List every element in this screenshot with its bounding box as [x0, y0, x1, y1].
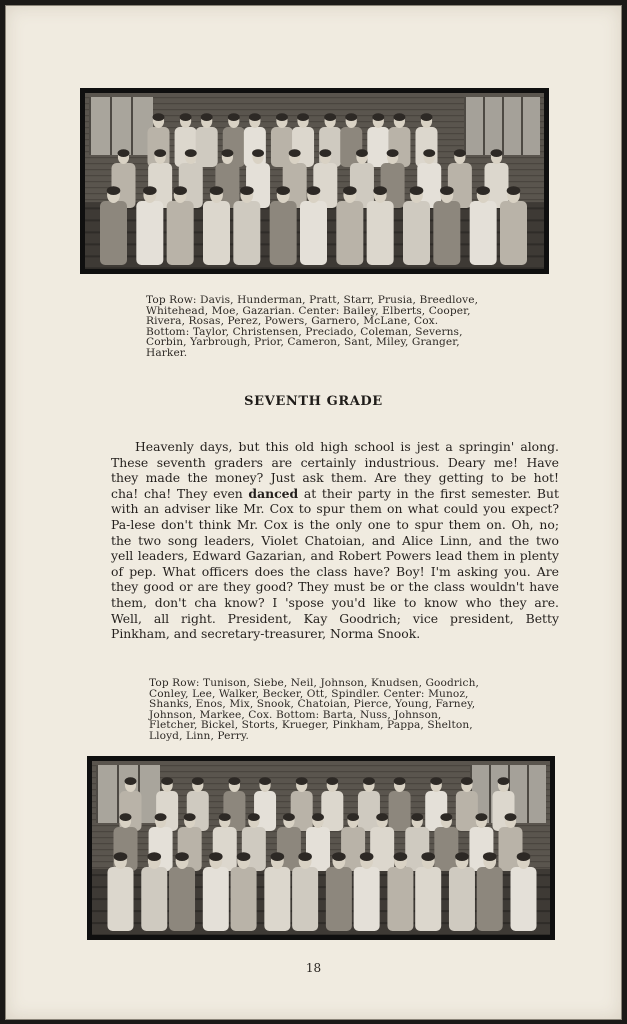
student-figure	[433, 201, 460, 265]
body-line: yell leaders, Edward Gazarian, and Robert Powers lead them in plenty	[111, 548, 559, 564]
student-figure	[354, 867, 380, 931]
body-line: of pep. What officers does the class have? Boy! I'm asking you. Are	[111, 563, 559, 579]
body-line: Pa-lese don't think Mr. Cox is the only one to spur them on. Oh, no;	[111, 516, 559, 532]
student-figure	[233, 201, 260, 265]
bottom-photo-caption	[149, 678, 489, 742]
class-photo-top	[80, 88, 549, 274]
caption-line: Bottom: Taylor, Christensen, Preciado, Coleman, Severns,	[146, 325, 463, 338]
student-figure	[470, 201, 497, 265]
student-figure	[500, 201, 527, 265]
caption-line: Top Row: Davis, Hunderman, Pratt, Starr, Prusia, Breedlove,	[146, 294, 479, 306]
student-figure	[434, 827, 458, 871]
caption-line: Lloyd, Linn, Perry.	[149, 729, 249, 742]
section-title: SEVENTH GRADE	[244, 394, 383, 409]
student-figure	[292, 867, 318, 931]
body-line: they made the money? Just ask them. Are they getting to be hot!	[111, 470, 559, 486]
student-figure	[336, 201, 363, 265]
student-figure	[367, 201, 394, 265]
caption-line: Johnson, Markee, Cox. Bottom: Barta, Nuss, Johnson,	[149, 708, 442, 721]
student-figure	[167, 201, 194, 265]
yearbook-page	[5, 5, 622, 1020]
body-line: with an adviser like Mr. Cox to spur them on what could you expect?	[111, 501, 559, 517]
student-figure	[389, 791, 411, 831]
student-figure	[403, 201, 430, 265]
student-figure	[108, 867, 134, 931]
bold-word: danced	[248, 485, 299, 501]
student-figure	[291, 791, 313, 831]
page-number: 18	[305, 961, 322, 975]
student-figure	[415, 867, 441, 931]
body-line: These seventh graders are certainly industrious. Deary me! Have	[111, 454, 559, 470]
caption-line: Conley, Lee, Walker, Becker, Ott, Spindler. Center: Munoz,	[149, 687, 469, 700]
body-line: Pinkham, and secretary-treasurer, Norma Snook.	[111, 626, 421, 642]
class-photo-bottom	[87, 756, 555, 940]
top-photo-caption	[146, 295, 486, 359]
student-figure	[300, 201, 327, 265]
student-figure	[264, 867, 290, 931]
student-figure	[196, 127, 218, 167]
caption-line: Shanks, Enos, Mix, Snook, Chatoian, Pierce, Young, Farney,	[149, 698, 476, 711]
student-figure	[326, 867, 352, 931]
student-figure	[321, 791, 343, 831]
body-line: Heavenly days, but this old high school is jest a springin' along.	[135, 439, 559, 454]
student-figure	[100, 201, 127, 265]
caption-line: Whitehead, Moe, Gazarian. Center: Bailey, Elberts, Cooper,	[146, 304, 471, 317]
caption-line: Fletcher, Bickel, Storts, Krueger, Pinkham, Pappa, Shelton,	[149, 719, 473, 732]
body-line: Well, all right. President, Kay Goodrich; vice president, Betty	[111, 610, 559, 626]
caption-line: Corbin, Yarbrough, Prior, Cameron, Sant, Miley, Granger,	[146, 336, 460, 349]
student-figure	[387, 867, 413, 931]
body-line: the two song leaders, Violet Chatoian, and Alice Linn, and the two	[111, 532, 559, 548]
body-line: they good or are they good? They must be or the class wouldn't have	[111, 579, 559, 595]
student-figure	[136, 201, 163, 265]
student-figure	[511, 867, 537, 931]
student-figure	[203, 201, 230, 265]
student-figure	[231, 867, 257, 931]
student-figure	[270, 201, 297, 265]
caption-line: Rivera, Rosas, Perez, Powers, Garnero, McLane, Cox.	[146, 315, 439, 328]
caption-line: Harker.	[146, 346, 188, 359]
body-line: them, don't cha know? I 'spose you'd like to know who they are.	[111, 594, 559, 610]
student-figure	[271, 127, 293, 167]
student-figure	[358, 791, 380, 831]
student-figure	[367, 127, 389, 167]
student-figure	[477, 867, 503, 931]
student-figure	[141, 867, 167, 931]
student-figure	[203, 867, 229, 931]
student-figure	[449, 867, 475, 931]
student-figure	[456, 791, 478, 831]
body-line-with-bold: cha! cha! They even danced at their party in the first semester. But	[111, 485, 559, 501]
section-body	[111, 439, 559, 642]
student-figure	[370, 827, 394, 871]
caption-line: Top Row: Tunison, Siebe, Neil, Johnson, Knudsen, Goodrich,	[149, 677, 479, 689]
student-figure	[169, 867, 195, 931]
